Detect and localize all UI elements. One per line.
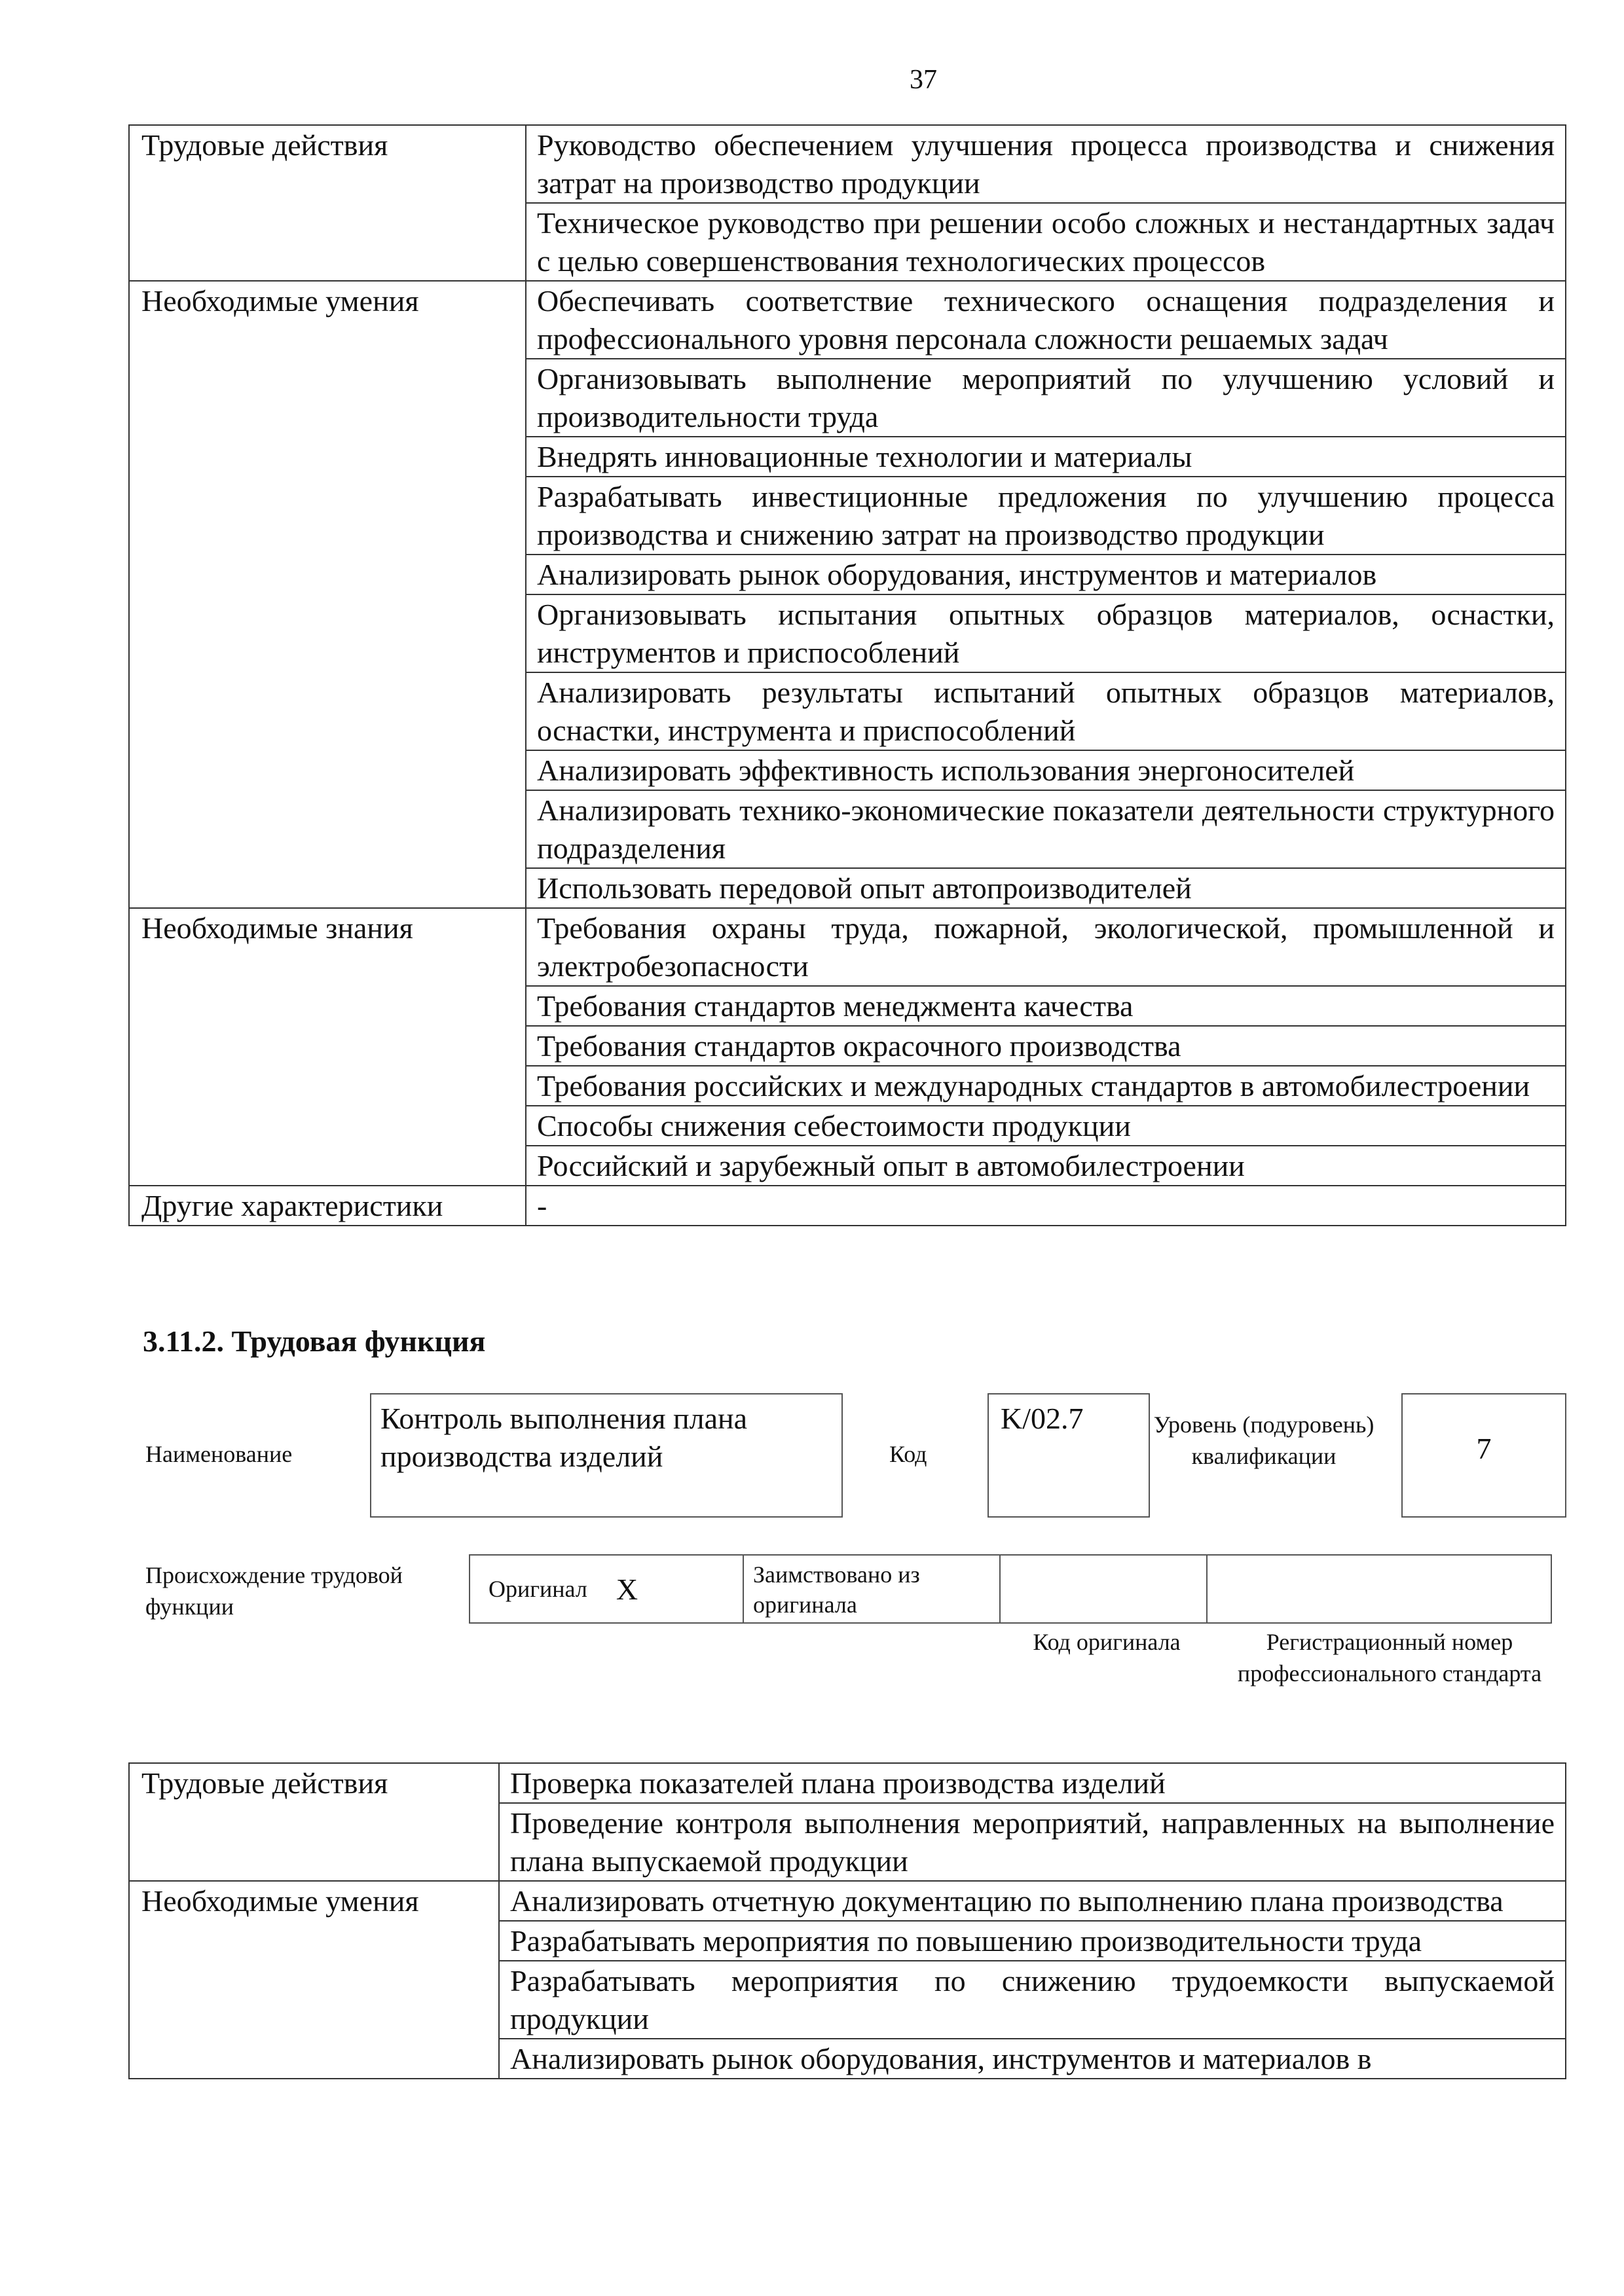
code-value-box: K/02.7 xyxy=(987,1393,1150,1518)
table-row xyxy=(129,1186,1566,1226)
table-cell: Руководство обеспечением улучшения процесса производства и снижения затрат на производство продукции xyxy=(526,125,1566,203)
reg-number-caption: Регистрационный номер профессионального стандарта xyxy=(1237,1629,1542,1686)
table-row xyxy=(129,125,1566,203)
page-number: 37 xyxy=(910,65,937,95)
code-original-cell xyxy=(999,1554,1208,1624)
code-original-caption: Код оригинала xyxy=(1033,1629,1181,1655)
table-cell: Разрабатывать мероприятия по снижению трудоемкости выпускаемой продукции xyxy=(499,1961,1566,2039)
table-cell: Обеспечивать соответствие технического оснащения подразделения и профессионального уровня персонала сложности решаемых задач xyxy=(526,281,1566,359)
labor-function-table-1 xyxy=(128,124,1566,1226)
row-label-required-skills: Необходимые умения xyxy=(129,1881,499,2079)
row-label-labor-actions: Трудовые действия xyxy=(129,125,526,281)
table-cell: Анализировать технико-экономические показатели деятельности структурного подразделения xyxy=(526,790,1566,868)
table-cell: Анализировать отчетную документацию по выполнению плана производства xyxy=(499,1881,1566,1921)
origin-row xyxy=(470,1554,1552,1624)
table-cell: Внедрять инновационные технологии и материалы xyxy=(526,437,1566,477)
table-cell: Использовать передовой опыт автопроизводителей xyxy=(526,868,1566,908)
borrowed-cell: Заимствовано из оригинала xyxy=(743,1554,1001,1624)
table-cell: Проведение контроля выполнения мероприятий, направленных на выполнение плана выпускаемой продукции xyxy=(499,1803,1566,1881)
table-cell: Техническое руководство при решении особо сложных и нестандартных задач с целью совершенствования технологических процессов xyxy=(526,203,1566,281)
table-cell: Анализировать рынок оборудования, инструментов и материалов в xyxy=(499,2039,1566,2079)
row-label-other-characteristics: Другие характеристики xyxy=(129,1186,526,1226)
section-heading: 3.11.2. Трудовая функция xyxy=(143,1324,486,1358)
row-label-required-knowledge: Необходимые знания xyxy=(129,908,526,1186)
table-cell: Требования стандартов окрасочного производства xyxy=(526,1026,1566,1066)
table-cell: Организовывать выполнение мероприятий по улучшению условий и производительности труда xyxy=(526,359,1566,437)
table-cell: Требования охраны труда, пожарной, экологической, промышленной и электробезопасности xyxy=(526,908,1566,986)
name-label: Наименование xyxy=(145,1441,293,1467)
table-cell: Требования стандартов менеджмента качества xyxy=(526,986,1566,1026)
table-row xyxy=(129,1763,1566,1803)
table-cell: Анализировать результаты испытаний опытных образцов материалов, оснастки, инструмента и приспособлений xyxy=(526,672,1566,750)
original-cell xyxy=(469,1554,744,1624)
origin-label: Происхождение трудовой функции xyxy=(145,1562,403,1620)
table-cell: Разрабатывать инвестиционные предложения по улучшению процесса производства и снижению затрат на производство продукции xyxy=(526,477,1566,555)
table-row xyxy=(129,1881,1566,1921)
level-label: Уровень (подуровень) квалификации xyxy=(1153,1412,1375,1469)
reg-number-cell xyxy=(1206,1554,1552,1624)
original-mark: X xyxy=(616,1572,638,1606)
name-value-box: Контроль выполнения плана производства изделий xyxy=(370,1393,843,1518)
table-cell: Разрабатывать мероприятия по повышению производительности труда xyxy=(499,1921,1566,1961)
table-cell: Способы снижения себестоимости продукции xyxy=(526,1106,1566,1146)
table-cell: Российский и зарубежный опыт в автомобилестроении xyxy=(526,1146,1566,1186)
table-cell: Проверка показателей плана производства изделий xyxy=(499,1763,1566,1803)
table-cell: Анализировать рынок оборудования, инструментов и материалов xyxy=(526,555,1566,594)
code-label: Код xyxy=(889,1441,927,1467)
table-row xyxy=(129,281,1566,359)
row-label-required-skills: Необходимые умения xyxy=(129,281,526,908)
original-label: Оригинал xyxy=(489,1576,587,1602)
table-row xyxy=(129,908,1566,986)
table-cell: Организовывать испытания опытных образцов материалов, оснастки, инструментов и приспособлений xyxy=(526,594,1566,672)
table-cell: Требования российских и международных стандартов в автомобилестроении xyxy=(526,1066,1566,1106)
row-label-labor-actions: Трудовые действия xyxy=(129,1763,499,1881)
labor-function-table-2 xyxy=(128,1762,1566,2079)
level-value-box: 7 xyxy=(1401,1393,1566,1518)
table-cell: - xyxy=(526,1186,1566,1226)
table-cell: Анализировать эффективность использования энергоносителей xyxy=(526,750,1566,790)
